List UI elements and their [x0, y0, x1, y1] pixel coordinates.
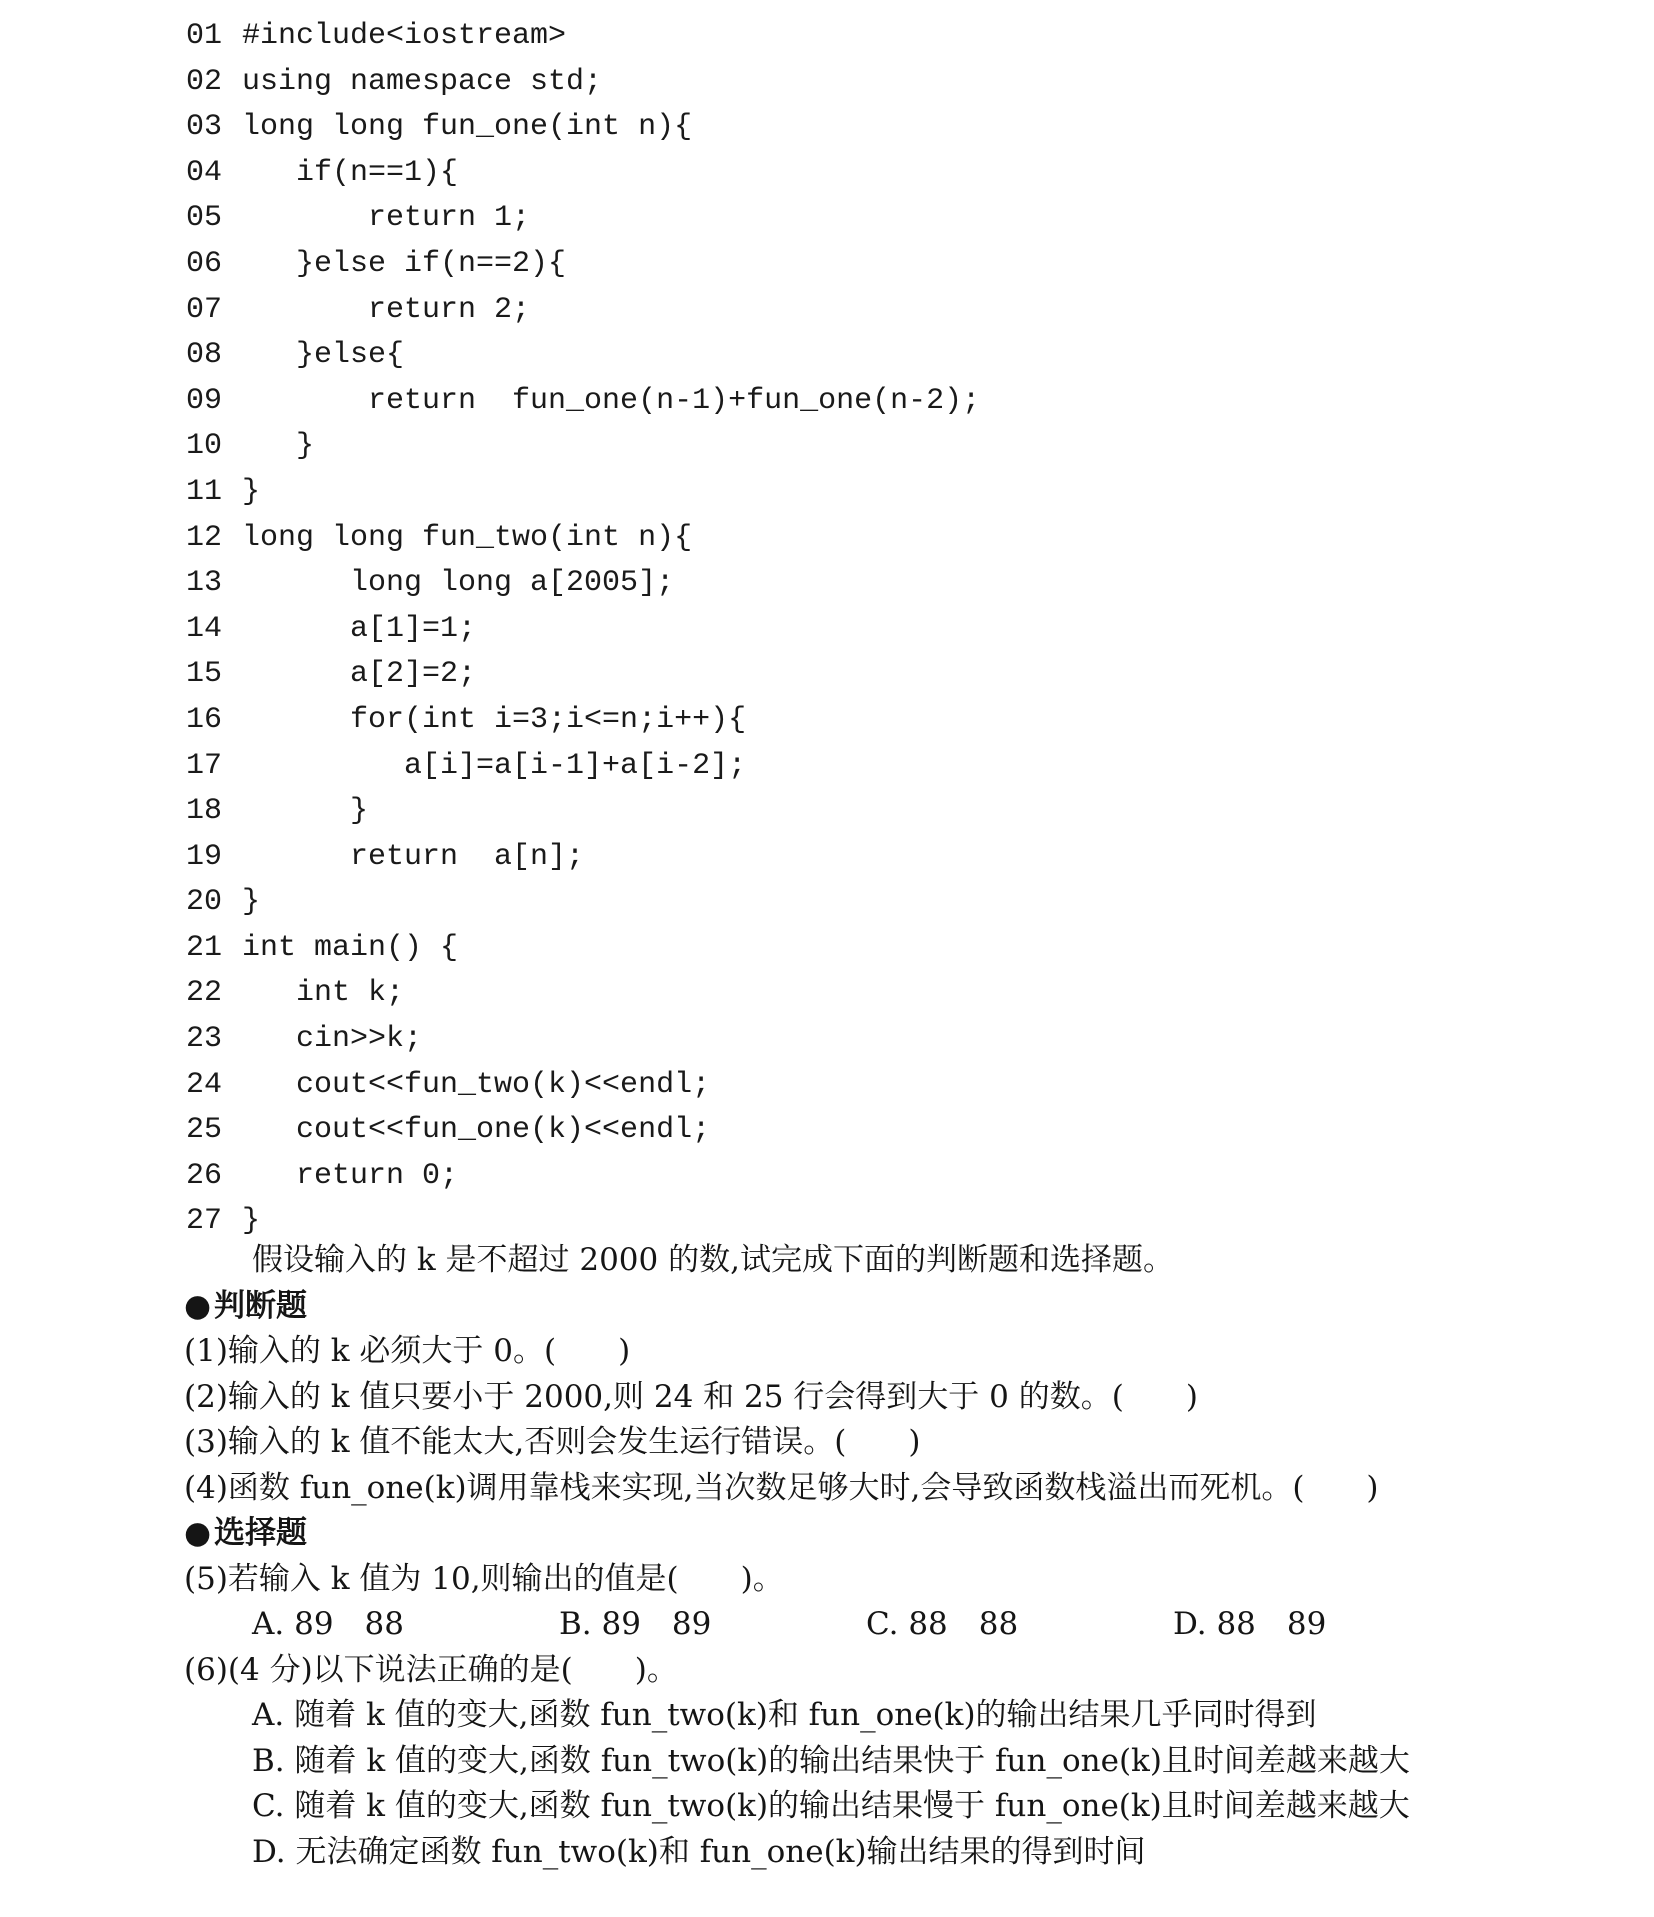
line-number: 22 [186, 976, 223, 1011]
question-5-stem: (5)若输入 k 值为 10,则输出的值是( )。 [184, 1560, 784, 1597]
line-number: 12 [186, 520, 223, 555]
code-text: long long fun_two(int n){ [242, 520, 693, 555]
judge-item: (1)输入的 k 必须大于 0。( ) [184, 1333, 631, 1369]
intro-text: 假设输入的 k 是不超过 2000 的数,试完成下面的判断题和选择题。 [252, 1242, 1174, 1278]
code-line [186, 151, 980, 197]
code-line [186, 835, 980, 881]
code-line [186, 744, 980, 790]
code-text: #include<iostream> [242, 19, 567, 53]
line-number: 24 [186, 1067, 223, 1102]
code-line [186, 105, 980, 151]
code-line [186, 561, 980, 607]
line-number: 14 [186, 611, 223, 646]
code-line [186, 196, 980, 242]
code-line [186, 242, 980, 288]
code-line [186, 333, 980, 379]
code-line [186, 652, 980, 698]
code-text: } [242, 794, 369, 829]
code-line [186, 1154, 980, 1200]
code-text: cout<<fun_one(k)<<endl; [242, 1113, 711, 1148]
code-line [186, 789, 980, 835]
code-line [186, 971, 980, 1017]
line-number: 16 [186, 702, 223, 737]
option-b: B. 89 89 [559, 1606, 712, 1642]
line-number: 11 [186, 474, 223, 509]
option-d: D. 88 89 [1173, 1606, 1327, 1642]
line-number: 09 [186, 383, 223, 418]
code-text: return a[n]; [242, 839, 585, 874]
line-number: 03 [186, 110, 223, 145]
code-line [186, 880, 980, 926]
line-number: 27 [186, 1204, 223, 1239]
line-number: 04 [186, 155, 223, 190]
line-number: 15 [186, 657, 223, 692]
code-text: a[1]=1; [242, 611, 477, 646]
code-text: using namespace std; [242, 64, 603, 99]
question-5-options [184, 1602, 1604, 1648]
line-number: 21 [186, 930, 223, 965]
question-section [184, 1238, 1604, 1875]
line-number: 07 [186, 292, 223, 327]
option-a: A. 随着 k 值的变大,函数 fun_two(k)和 fun_one(k)的输出结果几乎同时得到 [252, 1697, 1317, 1733]
code-line [186, 1108, 980, 1154]
code-text: } [242, 474, 261, 509]
code-text: return fun_one(n-1)+fun_one(n-2); [242, 383, 981, 418]
question-6-stem: (6)(4 分)以下说法正确的是( )。 [184, 1651, 678, 1688]
bullet-icon: ● [184, 1287, 212, 1324]
code-line [186, 1063, 980, 1109]
line-number: 05 [186, 201, 223, 236]
line-number: 26 [186, 1158, 223, 1193]
line-number: 01 [186, 19, 223, 53]
line-number: 18 [186, 794, 223, 829]
code-text: int k; [242, 976, 405, 1011]
judge-heading-label: 判断题 [214, 1287, 307, 1324]
code-line [186, 470, 980, 516]
choice-heading-label: 选择题 [214, 1515, 307, 1551]
code-line [186, 14, 980, 60]
line-number: 20 [186, 885, 223, 920]
code-text: return 2; [242, 292, 531, 327]
judge-item: (4)函数 fun_one(k)调用靠栈来实现,当次数足够大时,会导致函数栈溢出而死机。( ) [184, 1469, 1379, 1506]
bullet-icon: ● [184, 1515, 212, 1551]
code-text: cout<<fun_two(k)<<endl; [242, 1067, 711, 1102]
code-text: return 0; [242, 1158, 459, 1193]
line-number: 25 [186, 1113, 223, 1148]
option-a: A. 89 88 [252, 1606, 404, 1642]
code-text: long long fun_one(int n){ [242, 110, 693, 145]
line-number: 19 [186, 839, 223, 874]
option-b: B. 随着 k 值的变大,函数 fun_two(k)的输出结果快于 fun_one(k)且时间差越来越大 [252, 1742, 1410, 1779]
line-number: 02 [186, 64, 223, 99]
code-text: } [242, 1204, 261, 1239]
line-number: 10 [186, 429, 223, 464]
code-text: cin>>k; [242, 1022, 423, 1057]
code-line [186, 516, 980, 562]
code-listing [186, 14, 980, 1245]
code-line [186, 60, 980, 106]
judge-item: (3)输入的 k 值不能太大,否则会发生运行错误。( ) [184, 1424, 921, 1460]
code-line [186, 288, 980, 334]
code-text: } [242, 885, 261, 920]
code-text: a[i]=a[i-1]+a[i-2]; [242, 748, 747, 783]
line-number: 08 [186, 338, 223, 373]
line-number: 17 [186, 748, 223, 783]
code-text: int main() { [242, 930, 459, 965]
code-line [186, 698, 980, 744]
code-text: a[2]=2; [242, 657, 477, 692]
code-text: long long a[2005]; [242, 566, 675, 601]
code-text: for(int i=3;i<=n;i++){ [242, 702, 747, 737]
option-c: C. 随着 k 值的变大,函数 fun_two(k)的输出结果慢于 fun_one(k)且时间差越来越大 [252, 1788, 1410, 1824]
code-text: }else{ [242, 338, 405, 373]
option-d: D. 无法确定函数 fun_two(k)和 fun_one(k)输出结果的得到时间 [252, 1833, 1146, 1870]
code-line [186, 926, 980, 972]
line-number: 23 [186, 1022, 223, 1057]
code-line [186, 1017, 980, 1063]
judge-item: (2)输入的 k 值只要小于 2000,则 24 和 25 行会得到大于 0 的数。( ) [184, 1378, 1198, 1415]
code-line [186, 379, 980, 425]
line-number: 06 [186, 246, 223, 281]
code-text: if(n==1){ [242, 155, 459, 190]
code-text: return 1; [242, 201, 531, 236]
line-number: 13 [186, 566, 223, 601]
code-text: } [242, 429, 315, 464]
code-line [186, 424, 980, 470]
option-c: C. 88 88 [866, 1606, 1019, 1642]
choice-heading [184, 1511, 1604, 1557]
code-text: }else if(n==2){ [242, 246, 567, 281]
code-line [186, 607, 980, 653]
judge-heading [184, 1284, 1604, 1330]
